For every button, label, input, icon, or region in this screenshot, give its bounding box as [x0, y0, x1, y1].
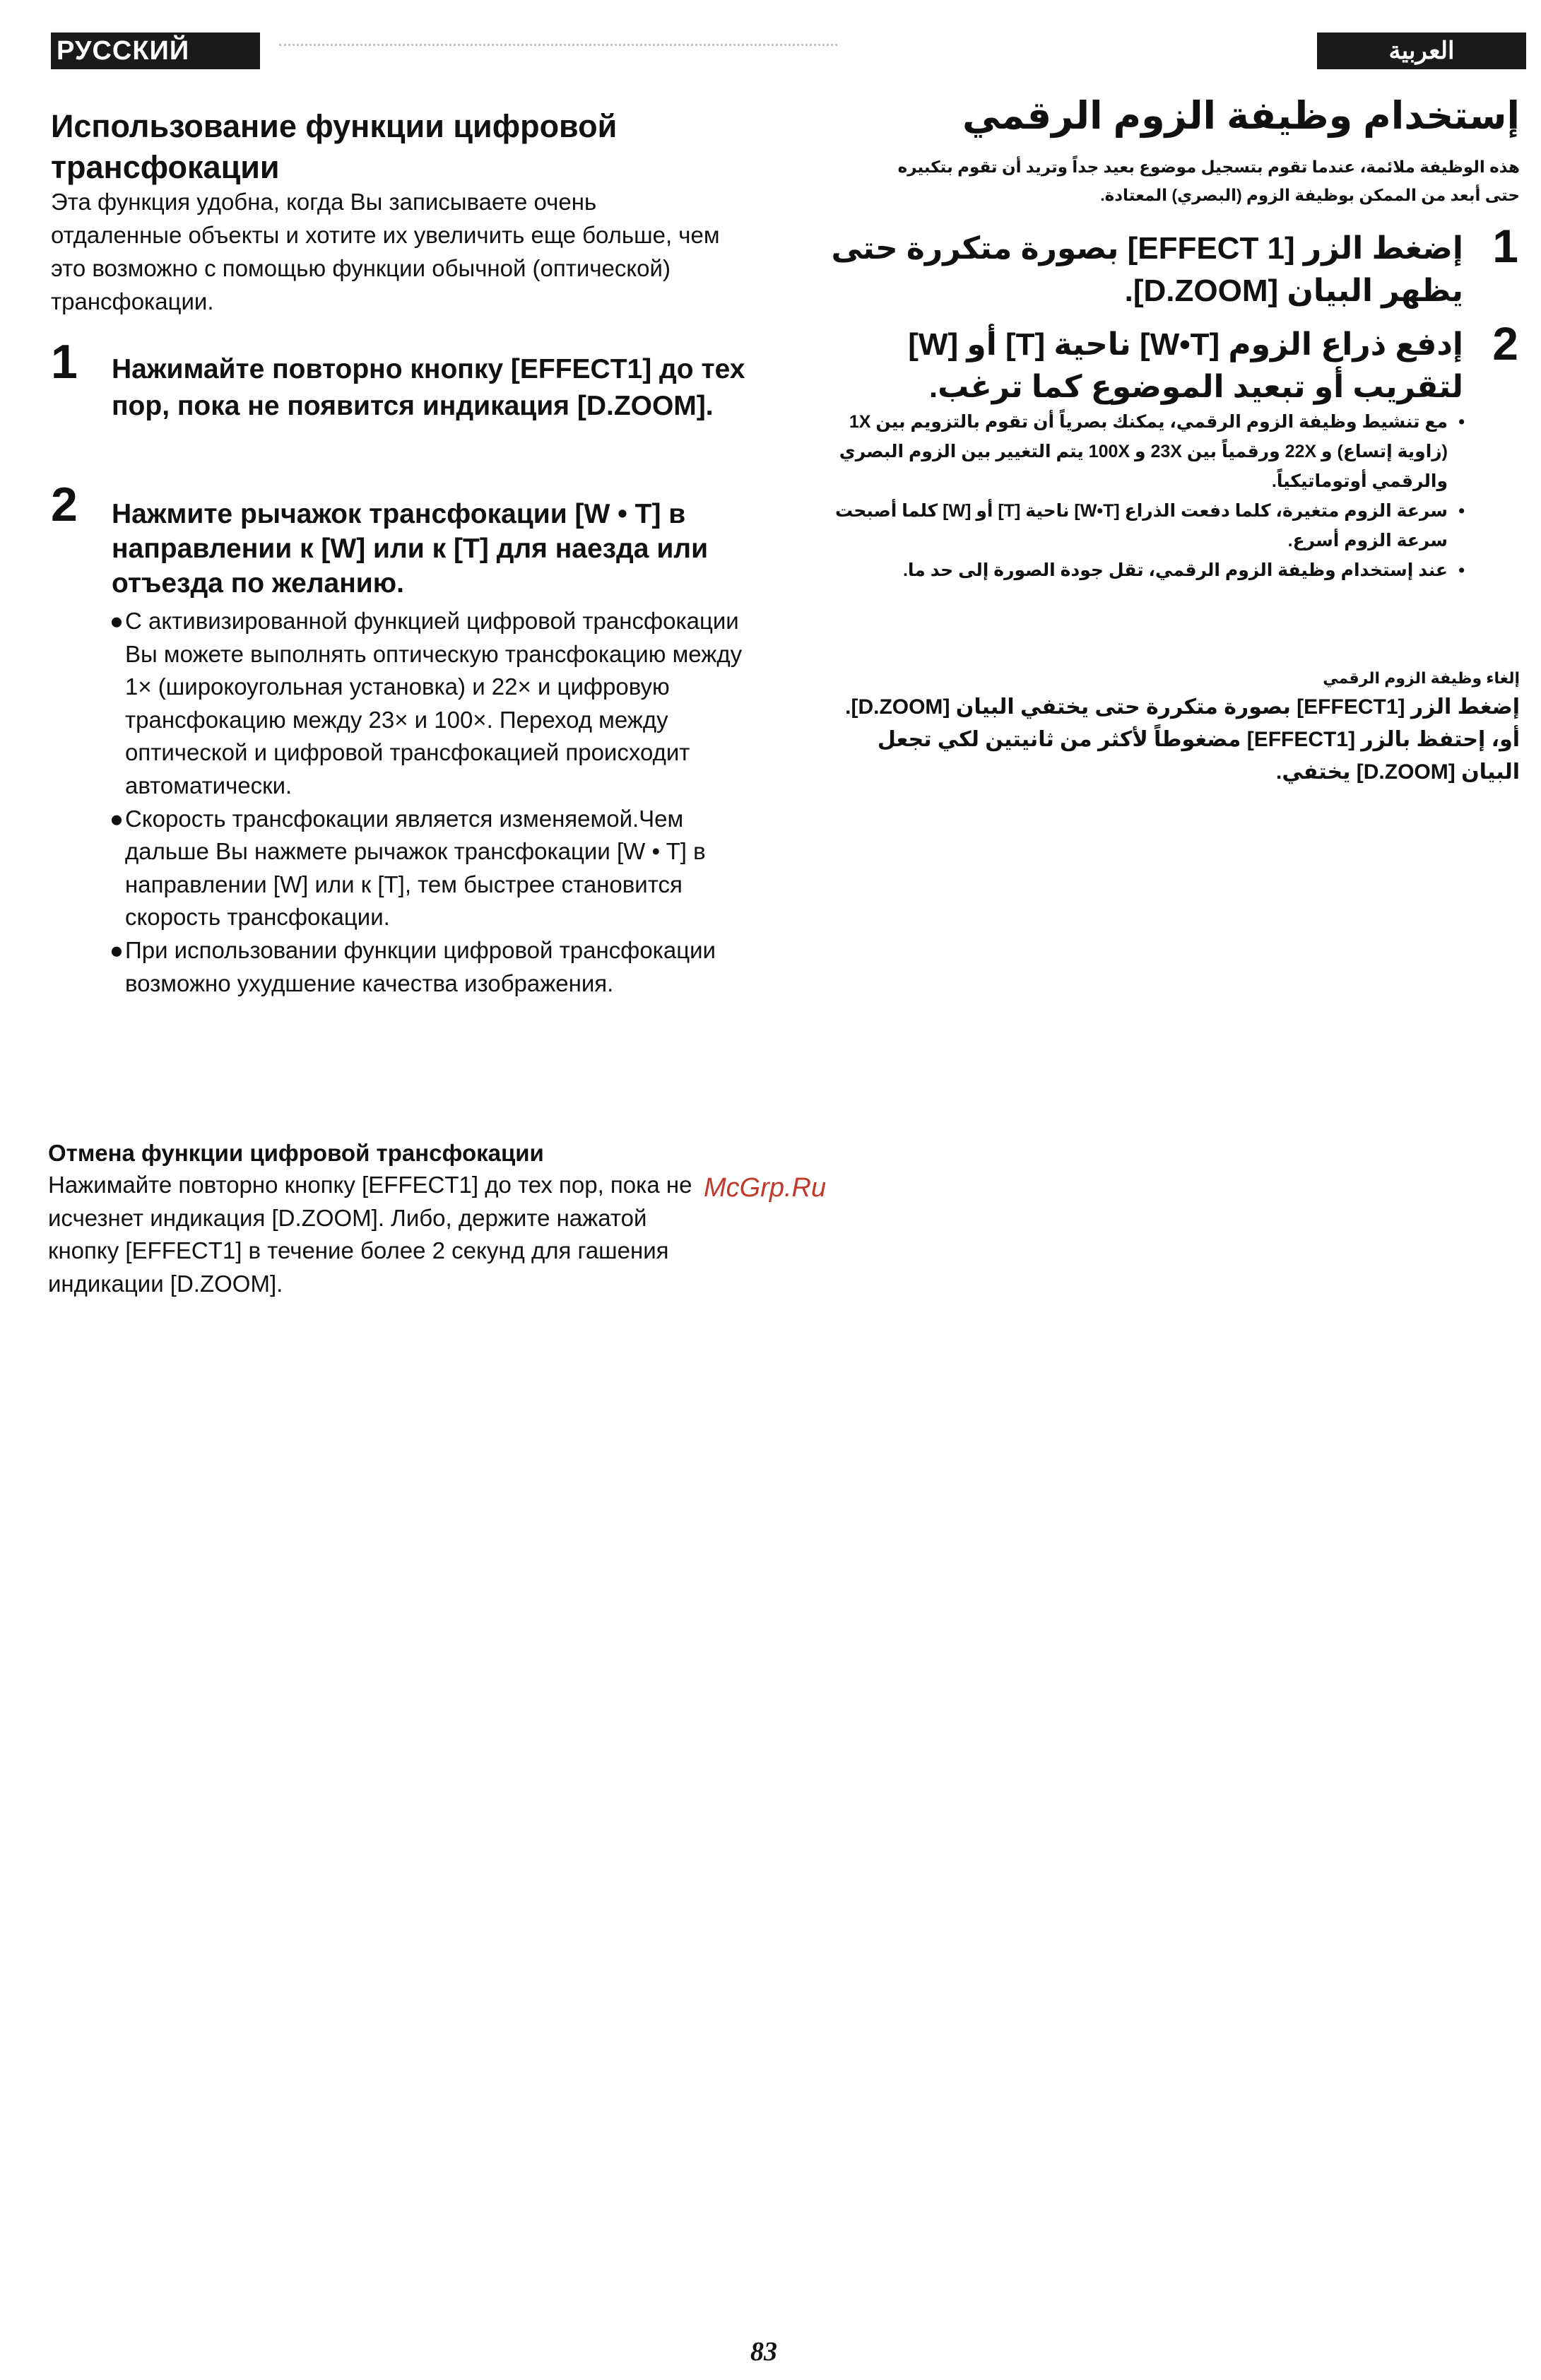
bullet-icon: •	[1458, 560, 1465, 580]
ru-step-1-text: Нажимайте повторно кнопку [EFFECT1] до тех пор, пока не появится индикация [D.ZOOM].	[112, 354, 745, 421]
page-number: 83	[750, 2337, 777, 2367]
ru-step-2-text: Нажмите рычажок трансфокации [W • T] в направлении к [W] или к [T] для наезда или отъезда по желанию.	[112, 499, 709, 599]
ar-cancel-text: إضغط الزر [EFFECT1] بصورة متكررة حتى يختفي البيان [D.ZOOM]. أو، إحتفظ بالزر [EFFECT1] مضغوطاً لأكثر من ثانيتين لكي تجعل البيان [D.ZOOM] يختفي.	[845, 695, 1520, 784]
header-divider	[279, 44, 837, 49]
ar-step-1-number: 1	[1492, 220, 1518, 272]
ar-bullet-list	[829, 407, 1465, 585]
ar-step-2-text: إدفع ذراع الزوم [W•T] ناحية [T] أو [W] لتقريب أو تبعيد الموضوع كما ترغب.	[908, 327, 1463, 404]
ar-intro-paragraph: هذه الوظيفة ملائمة، عندما تقوم بتسجيل موضوع بعيد جداً وتريد أن تقوم بتكبيره حتى أبعد من الممكن بوظيفة الزوم (البصري) المعتادة.	[897, 158, 1520, 204]
watermark: McGrp.Ru	[704, 1173, 827, 1203]
bullet-icon: ●	[110, 936, 124, 963]
ar-step-1-text: إضغط الزر [EFFECT 1] بصورة متكررة حتى يظهر البيان [D.ZOOM].	[831, 231, 1463, 308]
ar-step-2-number: 2	[1492, 317, 1518, 370]
ru-bullet-item: ● При использовании функции цифровой трансфокации возможно ухудшение качества изображения.	[110, 934, 745, 1000]
ar-section-title: إستخدام وظيفة الزوم الرقمي	[962, 95, 1520, 137]
ru-section-title: Использование функции цифровой трансфокации	[51, 108, 618, 185]
bullet-icon: •	[1458, 501, 1465, 521]
ru-cancel-heading: Отмена функции цифровой трансфокации	[48, 1140, 544, 1166]
bullet-icon: •	[1458, 412, 1465, 432]
bullet-icon: ●	[110, 805, 124, 832]
ru-bullet-list	[110, 605, 745, 1000]
ru-bullet-item: ● С активизированной функцией цифровой трансфокации Вы можете выполнять оптическую трансфокацию между 1× (широкоугольная установка) и 22× и цифровую трансфокацию между 23× и 100×. Переход между оптической и цифровой трансфокацией происходит автоматически.	[110, 605, 745, 803]
bullet-icon: ●	[110, 608, 124, 634]
ar-bullet-item: • عند إستخدام وظيفة الزوم الرقمي، تقل جودة الصورة إلى حد ما.	[829, 555, 1465, 585]
ar-bullet-item: • سرعة الزوم متغيرة، كلما دفعت الذراع [W•T] ناحية [T] أو [W] كلما أصبحت سرعة الزوم أسرع.	[829, 496, 1465, 555]
ru-bullet-item: ● Скорость трансфокации является изменяемой.Чем дальше Вы нажмете рычажок трансфокации [W • T] в направлении [W] или к [T], тем быстрее становится скорость трансфокации.	[110, 803, 745, 934]
ar-cancel-heading: إلغاء وظيفة الزوم الرقمي	[1323, 669, 1520, 687]
ru-intro-paragraph: Эта функция удобна, когда Вы записываете очень отдаленные объекты и хотите их увеличить еще больше, чем это возможно с помощью функции обычной (оптической) трансфокации.	[51, 189, 720, 314]
language-tab-russian: РУССКИЙ ЯЗЫК	[51, 33, 260, 69]
ru-step-2-number: 2	[51, 478, 78, 531]
ru-cancel-text: Нажимайте повторно кнопку [EFFECT1] до тех пор, пока не исчезнет индикация [D.ZOOM]. Либо, держите нажатой кнопку [EFFECT1] в течение более 2 секунд для гашения индикации [D.ZOOM].	[48, 1172, 692, 1297]
language-tab-arabic: العربية	[1317, 33, 1526, 69]
ru-step-1-number: 1	[51, 335, 78, 389]
ar-bullet-item: • مع تنشيط وظيفة الزوم الرقمي، يمكنك بصرياً أن تقوم بالتزويم بين 1X (زاوية إتساع) و 22X ورقمياً بين 23X و 100X يتم التغيير بين الزوم البصري والرقمي أوتوماتيكياً.	[829, 407, 1465, 496]
